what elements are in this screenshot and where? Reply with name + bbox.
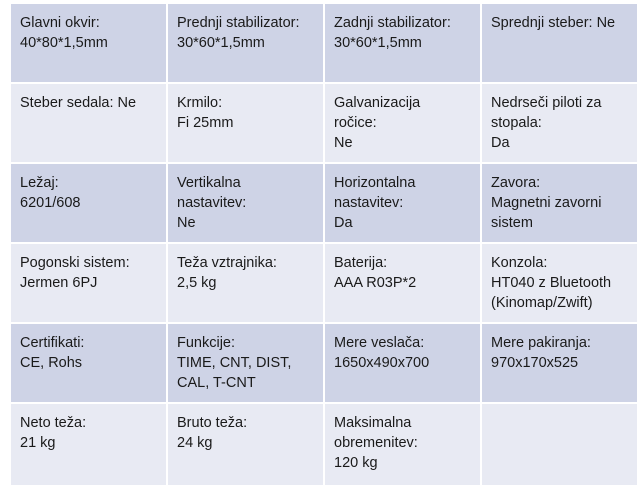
spec-cell: [10, 243, 167, 323]
spec-label: Prednji stabilizator:: [177, 15, 300, 31]
spec-cell: [324, 323, 481, 403]
spec-value: nastavitev:: [334, 195, 404, 211]
spec-cell: [481, 3, 638, 83]
spec-label: Bruto teža:: [177, 415, 248, 431]
spec-cell: [481, 163, 638, 243]
spec-label: Certifikati:: [20, 335, 85, 351]
specifications-table: [9, 2, 639, 487]
specifications-table-body: [10, 3, 638, 486]
table-row: [10, 323, 638, 403]
spec-value: 120 kg: [334, 455, 378, 471]
table-row: [10, 163, 638, 243]
spec-value: Da: [491, 135, 510, 151]
spec-label: Baterija:: [334, 255, 388, 271]
spec-cell: [167, 163, 324, 243]
spec-label: Mere pakiranja:: [491, 335, 591, 351]
spec-cell: [167, 83, 324, 163]
spec-value: (Kinomap/Zwift): [491, 295, 593, 311]
spec-cell: [10, 403, 167, 486]
spec-value: Ne: [177, 215, 196, 231]
spec-value: Magnetni zavorni: [491, 195, 602, 211]
table-row: [10, 83, 638, 163]
spec-cell: [481, 403, 638, 486]
spec-cell: [324, 163, 481, 243]
spec-value: CAL, T-CNT: [177, 375, 256, 391]
spec-value: 2,5 kg: [177, 275, 217, 291]
spec-label: Nedrseči piloti za: [491, 95, 602, 111]
spec-value: 30*60*1,5mm: [177, 35, 265, 51]
spec-value: 21 kg: [20, 435, 56, 451]
spec-value: CE, Rohs: [20, 355, 83, 371]
spec-label: Neto teža:: [20, 415, 87, 431]
spec-value: 6201/608: [20, 195, 81, 211]
spec-value: stopala:: [491, 115, 542, 131]
spec-cell: [10, 323, 167, 403]
spec-value: ročice:: [334, 115, 377, 131]
spec-cell: [324, 3, 481, 83]
spec-value: Fi 25mm: [177, 115, 234, 131]
spec-cell: [481, 83, 638, 163]
spec-cell: [10, 83, 167, 163]
spec-cell: [324, 243, 481, 323]
spec-label: Ležaj:: [20, 175, 59, 191]
table-row: [10, 243, 638, 323]
spec-value: HT040 z Bluetooth: [491, 275, 612, 291]
spec-label: Teža vztrajnika:: [177, 255, 277, 271]
table-row: [10, 403, 638, 486]
spec-value: obremenitev:: [334, 435, 418, 451]
spec-label: Zavora:: [491, 175, 541, 191]
table-row: [10, 3, 638, 83]
spec-value: nastavitev:: [177, 195, 247, 211]
spec-cell: [167, 323, 324, 403]
spec-label: Vertikalna: [177, 175, 241, 191]
spec-label: Glavni okvir:: [20, 15, 100, 31]
spec-label: Horizontalna: [334, 175, 416, 191]
spec-cell: [324, 83, 481, 163]
spec-value: 1650x490x700: [334, 355, 430, 371]
spec-label: Sprednji steber: Ne: [491, 15, 616, 31]
spec-cell: [167, 243, 324, 323]
spec-value: sistem: [491, 215, 533, 231]
spec-label: Mere veslača:: [334, 335, 425, 351]
spec-cell: [167, 403, 324, 486]
spec-cell: [324, 403, 481, 486]
spec-cell: [10, 163, 167, 243]
spec-value: 40*80*1,5mm: [20, 35, 108, 51]
spec-cell: [167, 3, 324, 83]
spec-value: 24 kg: [177, 435, 213, 451]
spec-value: Da: [334, 215, 353, 231]
spec-value: TIME, CNT, DIST,: [177, 355, 292, 371]
spec-value: Jermen 6PJ: [20, 275, 98, 291]
spec-label: Konzola:: [491, 255, 548, 271]
spec-label: Funkcije:: [177, 335, 236, 351]
spec-label: Krmilo:: [177, 95, 223, 111]
spec-label: Galvanizacija: [334, 95, 421, 111]
spec-cell: [10, 3, 167, 83]
spec-cell: [481, 243, 638, 323]
spec-value: Ne: [334, 135, 353, 151]
spec-cell: [481, 323, 638, 403]
spec-label: Steber sedala: Ne: [20, 95, 137, 111]
spec-label: Maksimalna: [334, 415, 412, 431]
spec-label: Zadnji stabilizator:: [334, 15, 451, 31]
spec-label: Pogonski sistem:: [20, 255, 130, 271]
spec-value: AAA R03P*2: [334, 275, 417, 291]
spec-value: 30*60*1,5mm: [334, 35, 422, 51]
spec-value: 970x170x525: [491, 355, 579, 371]
